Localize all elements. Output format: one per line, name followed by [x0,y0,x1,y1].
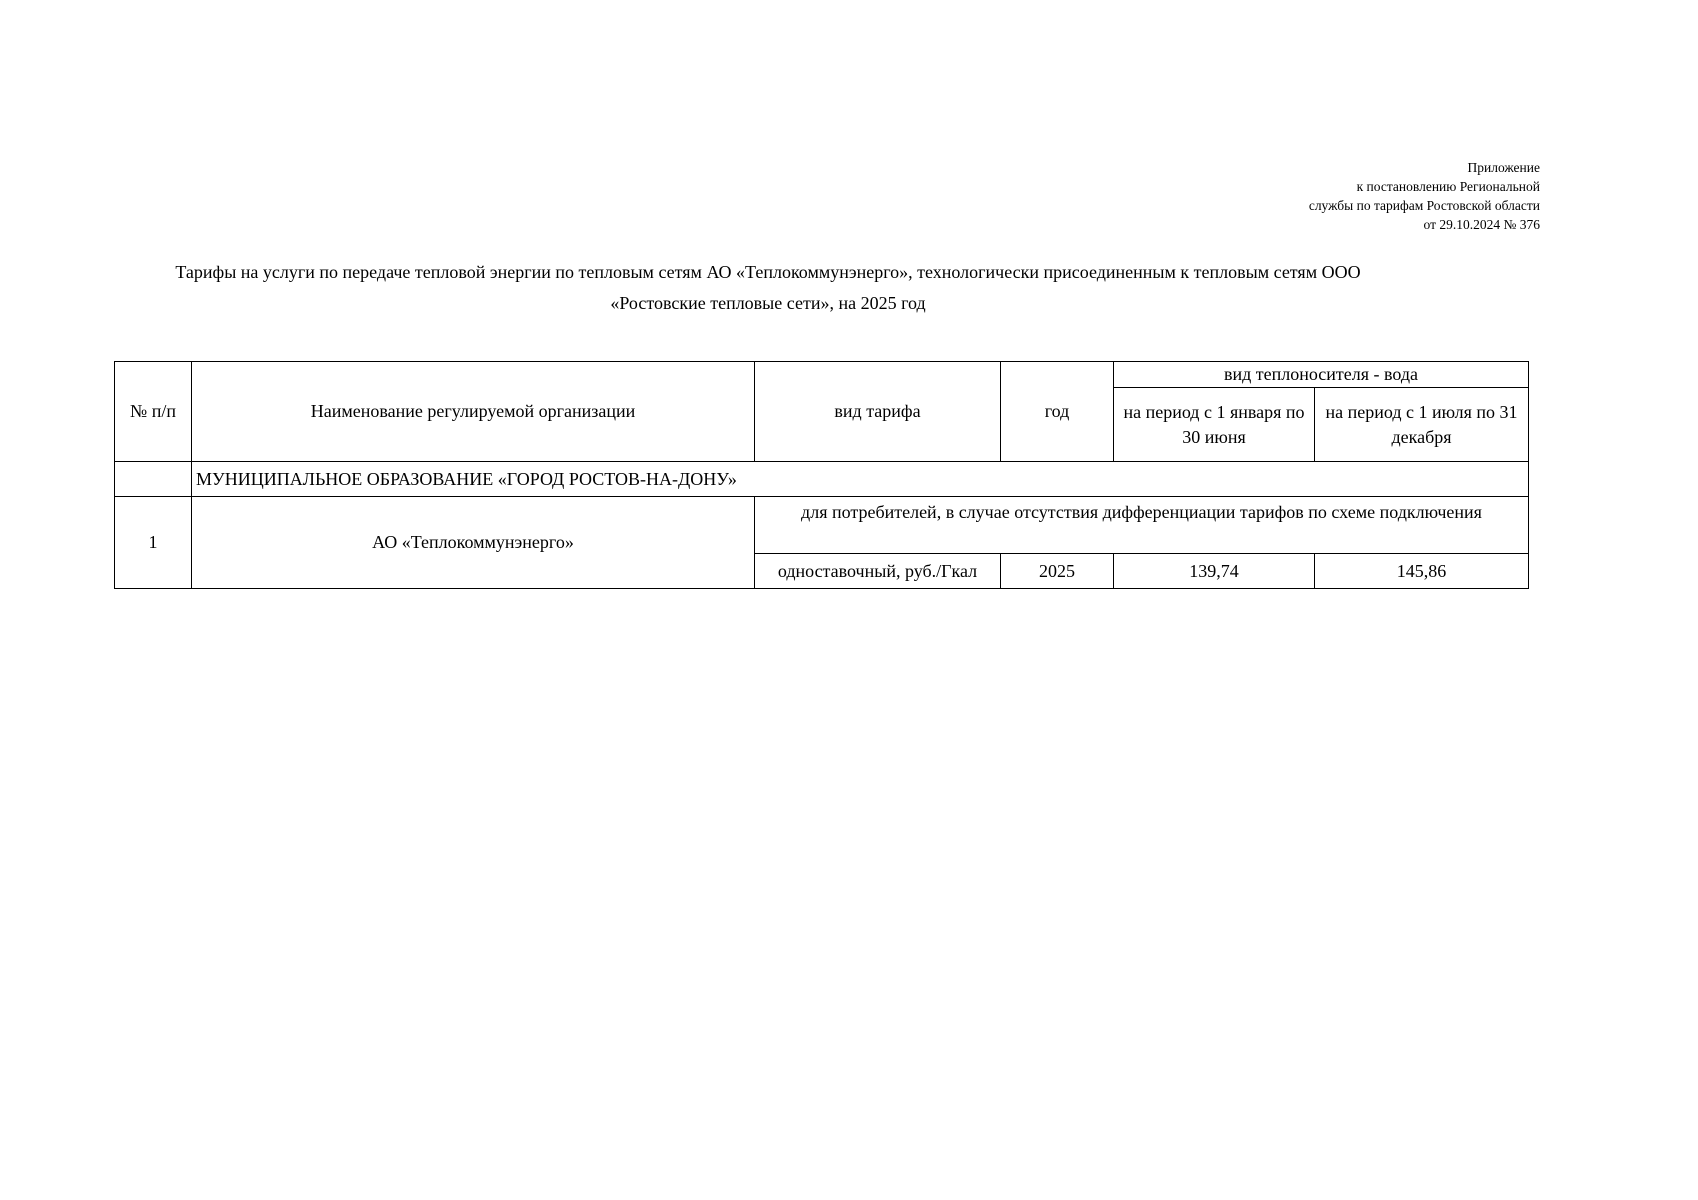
table-row [115,497,1529,554]
header-year: год [1001,362,1114,462]
header-org: Наименование регулируемой организации [192,362,755,462]
header-row [115,362,1529,388]
header-period-2: на период с 1 июля по 31 декабря [1315,388,1529,462]
header-tariff-type: вид тарифа [755,362,1001,462]
row-org: АО «Теплокоммунэнерго» [192,497,755,589]
row-num: 1 [115,497,192,589]
municipality-row [115,462,1529,497]
row-period-2-value: 145,86 [1315,554,1529,589]
row-tariff-type: одноставочный, руб./Гкал [755,554,1001,589]
appendix-line-2: к постановлению Региональной [1356,179,1540,194]
document-title [150,257,1386,319]
title-line-1: Тарифы на услуги по передаче тепловой энергии по тепловым сетям АО «Теплокоммунэнерго», технологически присоединенным к тепловым сетям ООО [175,262,1361,282]
header-period-1: на период с 1 января по 30 июня [1114,388,1315,462]
row-period-1-value: 139,74 [1114,554,1315,589]
appendix-line-4: от 29.10.2024 № 376 [1423,217,1540,232]
title-line-2: «Ростовские тепловые сети», на 2025 год [610,293,926,313]
header-carrier: вид теплоносителя - вода [1114,362,1529,388]
header-num: № п/п [115,362,192,462]
row-year: 2025 [1001,554,1114,589]
municipality-name: МУНИЦИПАЛЬНОЕ ОБРАЗОВАНИЕ «ГОРОД РОСТОВ-НА-ДОНУ» [192,462,1529,497]
municipality-num-cell [115,462,192,497]
row-consumer-note: для потребителей, в случае отсутствия дифференциации тарифов по схеме подключения [755,497,1529,554]
appendix-line-3: службы по тарифам Ростовской области [1308,198,1540,213]
tariffs-table [114,361,1529,589]
appendix-line-1: Приложение [1467,160,1540,175]
appendix-block [1309,158,1540,234]
